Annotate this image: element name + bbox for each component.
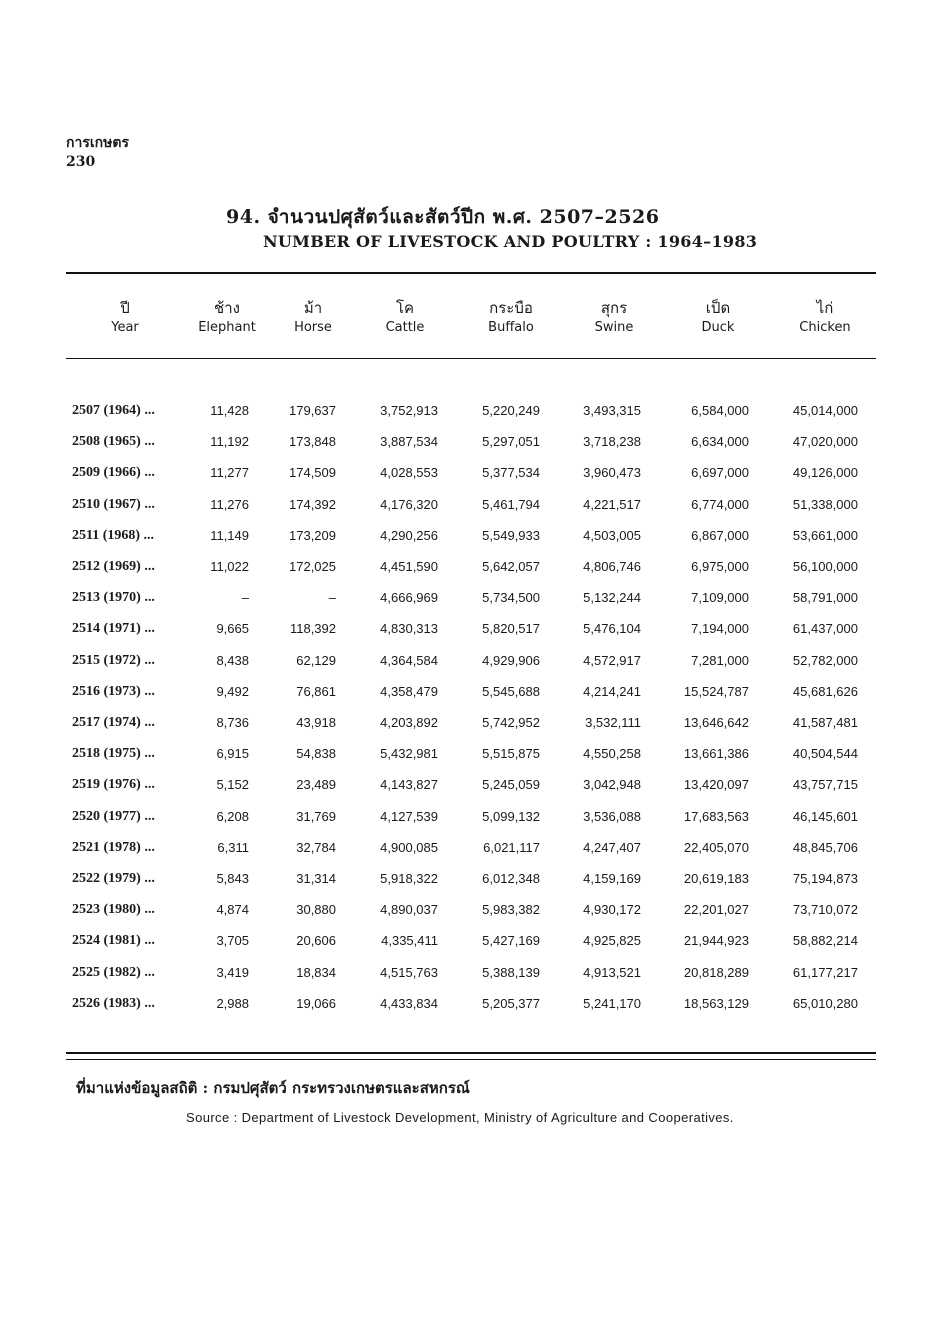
table-row — [0, 684, 941, 704]
cell-buffalo: 5,099,132 — [482, 808, 540, 824]
cell-cattle: 4,290,256 — [380, 527, 438, 543]
cell-elephant: 11,192 — [210, 434, 249, 450]
cell-buffalo: 5,820,517 — [482, 621, 540, 637]
cell-chicken: 45,014,000 — [792, 403, 858, 418]
table-row — [0, 902, 941, 922]
cell-elephant: 6,915 — [216, 746, 249, 762]
cell-chicken: 49,126,000 — [792, 465, 858, 481]
cell-chicken: 40,504,544 — [792, 746, 858, 762]
cell-cattle: 4,451,590 — [380, 559, 438, 574]
cell-elephant: 2,988 — [216, 995, 249, 1011]
cell-swine: 3,536,088 — [583, 808, 641, 824]
cell-horse: 54,838 — [296, 746, 336, 762]
cell-elephant: 8,438 — [216, 652, 249, 668]
cell-swine: 4,806,746 — [583, 559, 641, 574]
cell-cattle: 3,887,534 — [380, 434, 438, 450]
cell-chicken: 61,437,000 — [792, 621, 858, 637]
table-row — [0, 653, 941, 673]
cell-elephant: 11,276 — [210, 496, 249, 512]
cell-chicken: 43,757,715 — [792, 777, 858, 793]
cell-elephant: 5,152 — [216, 777, 249, 793]
cell-year: 2524 (1981) ... — [72, 933, 155, 949]
cell-horse: 173,209 — [289, 527, 336, 543]
table-row — [0, 621, 941, 641]
cell-duck: 20,619,183 — [683, 871, 749, 886]
cell-duck: 20,818,289 — [683, 964, 749, 980]
cell-buffalo: 5,427,169 — [482, 933, 540, 949]
cell-buffalo: 5,545,688 — [482, 683, 540, 699]
cell-elephant: 5,843 — [216, 871, 249, 886]
cell-buffalo: 5,734,500 — [482, 590, 540, 606]
cell-duck: 6,774,000 — [691, 496, 749, 512]
cell-duck: 6,975,000 — [691, 559, 749, 574]
cell-cattle: 4,028,553 — [380, 465, 438, 481]
cell-year: 2508 (1965) ... — [72, 434, 155, 450]
cell-swine: 4,572,917 — [583, 652, 641, 668]
cell-chicken: 56,100,000 — [792, 559, 858, 574]
cell-buffalo: 5,461,794 — [482, 496, 540, 512]
cell-elephant: 6,208 — [216, 808, 249, 824]
cell-year: 2526 (1983) ... — [72, 995, 155, 1011]
cell-chicken: 47,020,000 — [792, 434, 858, 450]
table-row — [0, 715, 941, 735]
table-row — [0, 403, 941, 423]
table-row — [0, 434, 941, 454]
table-top-rule — [66, 272, 876, 274]
cell-duck: 15,524,787 — [683, 683, 749, 699]
cell-chicken: 58,882,214 — [792, 933, 858, 949]
cell-cattle: 4,358,479 — [380, 683, 438, 699]
cell-year: 2520 (1977) ... — [72, 808, 155, 824]
cell-horse: 32,784 — [296, 839, 336, 855]
source-note-english: Source : Department of Livestock Development, Ministry of Agriculture and Cooperatives. — [186, 1110, 734, 1125]
cell-swine: 4,925,825 — [583, 933, 641, 949]
cell-elephant: 4,874 — [216, 902, 249, 918]
col-horse-english: Horse — [294, 320, 332, 335]
cell-swine: 5,476,104 — [583, 621, 641, 637]
cell-year: 2518 (1975) ... — [72, 746, 155, 762]
cell-duck: 13,661,386 — [683, 746, 749, 762]
table-title-english: NUMBER OF LIVESTOCK AND POULTRY : 1964–1983 — [263, 232, 758, 251]
cell-buffalo: 5,642,057 — [482, 559, 540, 574]
cell-chicken: 52,782,000 — [792, 652, 858, 668]
col-cattle-thai: โค — [395, 299, 415, 317]
header-rule — [66, 358, 876, 359]
cell-cattle: 4,433,834 — [380, 995, 438, 1011]
cell-chicken: 73,710,072 — [792, 902, 858, 918]
cell-horse: 118,392 — [289, 621, 336, 637]
cell-cattle: 4,335,411 — [381, 933, 438, 949]
cell-duck: 6,697,000 — [691, 465, 749, 481]
cell-cattle: 5,432,981 — [380, 746, 438, 762]
cell-year: 2514 (1971) ... — [72, 621, 155, 637]
table-bottom-rule-thin — [66, 1059, 876, 1060]
cell-year: 2525 (1982) ... — [72, 964, 155, 980]
cell-horse: 172,025 — [289, 559, 336, 574]
cell-year: 2509 (1966) ... — [72, 465, 155, 481]
cell-swine: 4,214,241 — [583, 683, 641, 699]
cell-duck: 13,420,097 — [683, 777, 749, 793]
cell-horse: 76,861 — [296, 683, 336, 699]
cell-cattle: 5,918,322 — [380, 871, 438, 886]
cell-horse: 179,637 — [289, 403, 336, 418]
cell-duck: 6,584,000 — [691, 403, 749, 418]
cell-chicken: 51,338,000 — [792, 496, 858, 512]
cell-swine: 5,241,170 — [583, 995, 641, 1011]
col-swine-english: Swine — [594, 320, 634, 335]
cell-year: 2521 (1978) ... — [72, 839, 155, 855]
cell-duck: 13,646,642 — [683, 715, 749, 730]
cell-swine: 3,532,111 — [585, 715, 641, 730]
cell-chicken: 41,587,481 — [792, 715, 858, 730]
cell-chicken: 48,845,706 — [792, 839, 858, 855]
col-cattle-english: Cattle — [385, 320, 425, 335]
cell-horse: 43,918 — [296, 715, 336, 730]
cell-duck: 6,867,000 — [691, 527, 749, 543]
cell-cattle: 4,364,584 — [380, 652, 438, 668]
cell-swine: 3,042,948 — [583, 777, 641, 793]
cell-swine: 4,913,521 — [583, 964, 641, 980]
cell-elephant: 9,665 — [216, 621, 249, 637]
section-header: การเกษตร — [66, 135, 129, 151]
cell-buffalo: 5,220,249 — [482, 403, 540, 418]
cell-buffalo: 5,245,059 — [482, 777, 540, 793]
table-row — [0, 559, 941, 579]
table-row — [0, 996, 941, 1016]
cell-duck: 22,201,027 — [683, 902, 749, 918]
cell-year: 2516 (1973) ... — [72, 683, 155, 699]
cell-duck: 18,563,129 — [683, 995, 749, 1011]
cell-chicken: 75,194,873 — [792, 871, 858, 886]
cell-horse: 19,066 — [296, 995, 336, 1011]
table-row — [0, 590, 941, 610]
cell-swine: 4,503,005 — [583, 527, 641, 543]
col-chicken-thai: ไก่ — [816, 299, 834, 317]
cell-swine: 5,132,244 — [583, 590, 641, 606]
cell-elephant: 11,149 — [210, 527, 249, 543]
col-chicken-english: Chicken — [799, 320, 851, 335]
cell-chicken: 65,010,280 — [792, 995, 858, 1011]
cell-cattle: 4,890,037 — [380, 902, 438, 918]
cell-horse: 31,314 — [296, 871, 336, 886]
cell-duck: 21,944,923 — [683, 933, 749, 949]
cell-duck: 6,634,000 — [691, 434, 749, 450]
cell-year: 2517 (1974) ... — [72, 715, 155, 730]
cell-swine: 4,550,258 — [583, 746, 641, 762]
cell-buffalo: 5,377,534 — [482, 465, 540, 481]
cell-horse: 30,880 — [296, 902, 336, 918]
cell-horse: 174,509 — [289, 465, 336, 481]
table-title-thai: 94. จำนวนปศุสัตว์และสัตว์ปีก พ.ศ. 2507–2526 — [226, 206, 660, 228]
col-duck-english: Duck — [701, 320, 735, 335]
cell-buffalo: 6,012,348 — [482, 871, 540, 886]
col-elephant-thai: ช้าง — [214, 299, 240, 317]
cell-duck: 22,405,070 — [683, 839, 749, 855]
cell-cattle: 3,752,913 — [380, 403, 438, 418]
table-bottom-rule — [66, 1052, 876, 1054]
cell-horse: – — [328, 590, 336, 606]
cell-buffalo: 5,742,952 — [482, 715, 540, 730]
table-row — [0, 777, 941, 797]
cell-year: 2510 (1967) ... — [72, 496, 155, 512]
cell-year: 2513 (1970) ... — [72, 590, 155, 606]
cell-swine: 4,221,517 — [583, 496, 641, 512]
cell-buffalo: 5,983,382 — [482, 902, 540, 918]
cell-duck: 7,281,000 — [691, 652, 749, 668]
cell-chicken: 61,177,217 — [792, 964, 858, 980]
table-row — [0, 840, 941, 860]
col-duck-thai: เป็ด — [705, 299, 731, 317]
cell-buffalo: 5,549,933 — [482, 527, 540, 543]
table-row — [0, 871, 941, 891]
cell-elephant: 8,736 — [216, 715, 249, 730]
col-elephant-english: Elephant — [198, 320, 256, 335]
cell-elephant: 3,419 — [216, 964, 249, 980]
cell-cattle: 4,176,320 — [380, 496, 438, 512]
cell-buffalo: 5,515,875 — [482, 746, 540, 762]
table-row — [0, 809, 941, 829]
cell-duck: 7,194,000 — [691, 621, 749, 637]
cell-swine: 4,930,172 — [583, 902, 641, 918]
cell-elephant: 11,022 — [210, 559, 249, 574]
col-horse-thai: ม้า — [303, 299, 323, 317]
cell-elephant: 3,705 — [216, 933, 249, 949]
cell-year: 2512 (1969) ... — [72, 559, 155, 574]
cell-cattle: 4,900,085 — [380, 839, 438, 855]
cell-cattle: 4,127,539 — [380, 808, 438, 824]
cell-horse: 174,392 — [289, 496, 336, 512]
cell-buffalo: 4,929,906 — [482, 652, 540, 668]
cell-chicken: 53,661,000 — [792, 527, 858, 543]
cell-buffalo: 5,297,051 — [482, 434, 540, 450]
cell-duck: 7,109,000 — [691, 590, 749, 606]
source-note-thai: ที่มาแห่งข้อมูลสถิติ : กรมปศุสัตว์ กระทรวงเกษตรและสหกรณ์ — [76, 1079, 470, 1097]
cell-horse: 23,489 — [296, 777, 336, 793]
cell-horse: 62,129 — [296, 652, 336, 668]
col-year-thai: ปี — [120, 299, 130, 317]
cell-year: 2519 (1976) ... — [72, 777, 155, 793]
table-row — [0, 528, 941, 548]
cell-horse: 31,769 — [296, 808, 336, 824]
table-row — [0, 746, 941, 766]
cell-elephant: 6,311 — [217, 839, 249, 855]
page-number: 230 — [66, 154, 96, 170]
cell-swine: 4,159,169 — [583, 871, 641, 886]
table-row — [0, 965, 941, 985]
col-year-english: Year — [111, 320, 139, 335]
cell-year: 2515 (1972) ... — [72, 652, 155, 668]
table-row — [0, 497, 941, 517]
cell-chicken: 58,791,000 — [792, 590, 858, 606]
cell-duck: 17,683,563 — [683, 808, 749, 824]
cell-year: 2507 (1964) ... — [72, 403, 155, 418]
col-buffalo-thai: กระบือ — [489, 299, 533, 317]
cell-swine: 3,960,473 — [583, 465, 641, 481]
cell-cattle: 4,515,763 — [380, 964, 438, 980]
cell-swine: 4,247,407 — [583, 839, 641, 855]
cell-horse: 20,606 — [296, 933, 336, 949]
table-row — [0, 933, 941, 953]
cell-cattle: 4,143,827 — [380, 777, 438, 793]
cell-cattle: 4,203,892 — [380, 715, 438, 730]
col-swine-thai: สุกร — [600, 299, 628, 317]
cell-cattle: 4,666,969 — [380, 590, 438, 606]
cell-swine: 3,718,238 — [583, 434, 641, 450]
cell-year: 2523 (1980) ... — [72, 902, 155, 918]
cell-buffalo: 5,205,377 — [482, 995, 540, 1011]
cell-elephant: 11,428 — [210, 403, 249, 418]
table-row — [0, 465, 941, 485]
cell-elephant: – — [241, 590, 249, 606]
cell-buffalo: 6,021,117 — [483, 839, 540, 855]
cell-horse: 18,834 — [296, 964, 336, 980]
cell-chicken: 46,145,601 — [792, 808, 858, 824]
cell-horse: 173,848 — [289, 434, 336, 450]
cell-elephant: 9,492 — [216, 683, 249, 699]
cell-elephant: 11,277 — [210, 465, 249, 481]
cell-year: 2522 (1979) ... — [72, 871, 155, 886]
cell-chicken: 45,681,626 — [792, 683, 858, 699]
cell-swine: 3,493,315 — [583, 403, 641, 418]
cell-year: 2511 (1968) ... — [72, 527, 155, 543]
cell-buffalo: 5,388,139 — [482, 964, 540, 980]
col-buffalo-english: Buffalo — [488, 320, 534, 335]
cell-cattle: 4,830,313 — [380, 621, 438, 637]
